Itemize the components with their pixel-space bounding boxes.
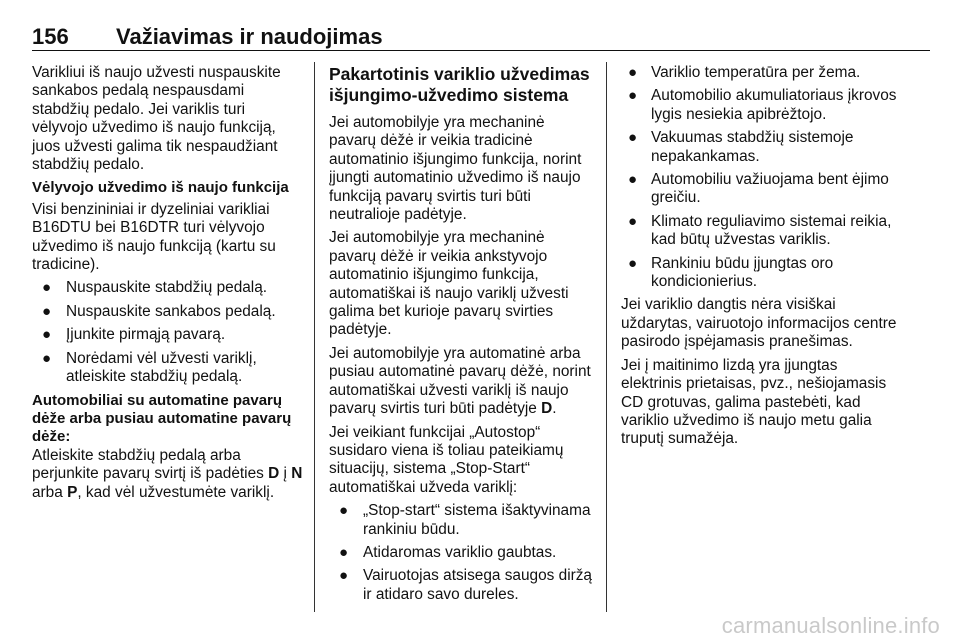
late-restart-paragraph: Visi benzininiai ir dyzeliniai varikliai B16DTU bei B16DTR turi vėlyvojo užvedimo iš naujo funkciją (kartu su tradicine). [32,200,276,274]
paragraph-manual-traditional: Jei automobilyje yra mechaninė pavarų dėžė ir veikia tradicinė automatinio išjungimo funkcija, norint įjungti automatinio užvedimo iš naujo funkciją pavarų svirtis turi būti neutralioje padėtyje. [329,114,582,224]
list-item: ● Rankiniu būdu įjungtas oro kondicionierius. [628,254,834,291]
paragraph-hood-warning: Jei variklio dangtis nėra visiškai uždarytas, vairuotojo informacijos centre pasirodo įspėjamasis pranešimas. [621,296,897,351]
list-item: ● Nuspauskite sankabos pedalą. [42,302,276,320]
list-item: ● Vairuotojas atsisega saugos diržą ir atidaro savo dureles. [339,567,592,603]
watermark: carmanualsonline.info [721,613,940,638]
list-item: ● Įjunkite pirmąją pavarą. [42,326,226,344]
bullet-icon: ● [628,64,638,81]
bullet-icon: ● [628,171,638,189]
late-restart-heading: Vėlyvojo užvedimo iš naujo funkcija [32,179,289,197]
list-item: ● Nuspauskite stabdžių pedalą. [42,279,268,297]
bullet-icon: ● [42,302,52,320]
intro-paragraph: Varikliui iš naujo užvesti nuspauskite sankabos pedalą nespausdami stabdžių pedalo. Jei variklis turi vėlyvojo užvedimo iš naujo funkciją, juos užvesti galima tik nespaudžiant stabdžių pedalo. [32,64,281,174]
paragraph-manual-early: Jei automobilyje yra mechaninė pavarų dėžė ir veikia ankstyvojo automatinio išjungimo funkcija, automatiškai iš naujo variklį užvesti galima bet kurioje pavarų svirties padėtyje. [329,229,569,339]
page-number: 156 [32,24,69,49]
list-item: ● Atidaromas variklio gaubtas. [339,543,557,561]
column-divider-1 [314,62,315,612]
page-title: Važiavimas ir naudojimas [116,24,383,49]
list-item: ● Automobilio akumuliatoriaus įkrovos lygis nesiekia apibrėžtojo. [628,87,897,123]
paragraph-autostop: Jei veikiant funkcijai „Autostop“ susidaro viena iš toliau pateikiamų situacijų, sistema „Stop-Start“ automatiškai užveda variklį: [329,423,564,496]
list-item: ● „Stop-start“ sistema išaktyvinama rankiniu būdu. [339,502,591,538]
column-2 [329,64,593,609]
automatic-gearbox-paragraph: Atleiskite stabdžių pedalą arba perjunkite pavarų svirtį iš padėties D į N arba P, kad vėl užvestumėte variklį. [32,446,303,501]
paragraph-automatic: Jei automobilyje yra automatinė arba pusiau automatinė pavarų dėžė, norint automatiškai užvesti variklį iš naujo pavarų svirtis turi būti padėtyje D. [329,344,591,418]
list-item: ● Automobiliu važiuojama bent ėjimo greičiu. [628,171,889,207]
late-restart-list [32,279,304,386]
column-1 [32,64,304,507]
paragraph-power-socket: Jei į maitinimo lizdą yra įjungtas elektrinis prietaisas, pvz., nešiojamasis CD grotuvas, galima pastebėti, kad variklio užvedimo iš naujo metu galia truputį sumažėja. [621,356,887,448]
autostop-conditions-list [329,502,593,604]
bullet-icon: ● [339,567,349,585]
bullet-icon: ● [628,87,638,105]
bullet-icon: ● [42,279,52,297]
list-item: ● Norėdami vėl užvesti variklį, atleiskite stabdžių pedalą. [42,349,257,386]
bullet-icon: ● [339,543,349,561]
bullet-icon: ● [339,502,349,520]
column-3 [621,64,897,454]
bullet-icon: ● [42,349,52,367]
bullet-icon: ● [628,254,638,272]
autostop-conditions-list-continued [621,64,897,291]
section-heading: Pakartotinis variklio užvedimas išjungimo-užvedimo sistema [329,64,590,105]
list-item: ● Variklio temperatūra per žema. [628,64,861,81]
bullet-icon: ● [628,129,638,147]
list-item: ● Vakuumas stabdžių sistemoje nepakankamas. [628,129,854,165]
page-header [32,26,930,51]
column-divider-2 [606,62,607,612]
bullet-icon: ● [42,326,52,344]
bullet-icon: ● [628,212,638,230]
automatic-gearbox-heading: Automobiliai su automatine pavarų dėže arba pusiau automatine pavarų dėže: [32,391,292,446]
list-item: ● Klimato reguliavimo sistemai reikia, kad būtų užvestas variklis. [628,212,892,249]
